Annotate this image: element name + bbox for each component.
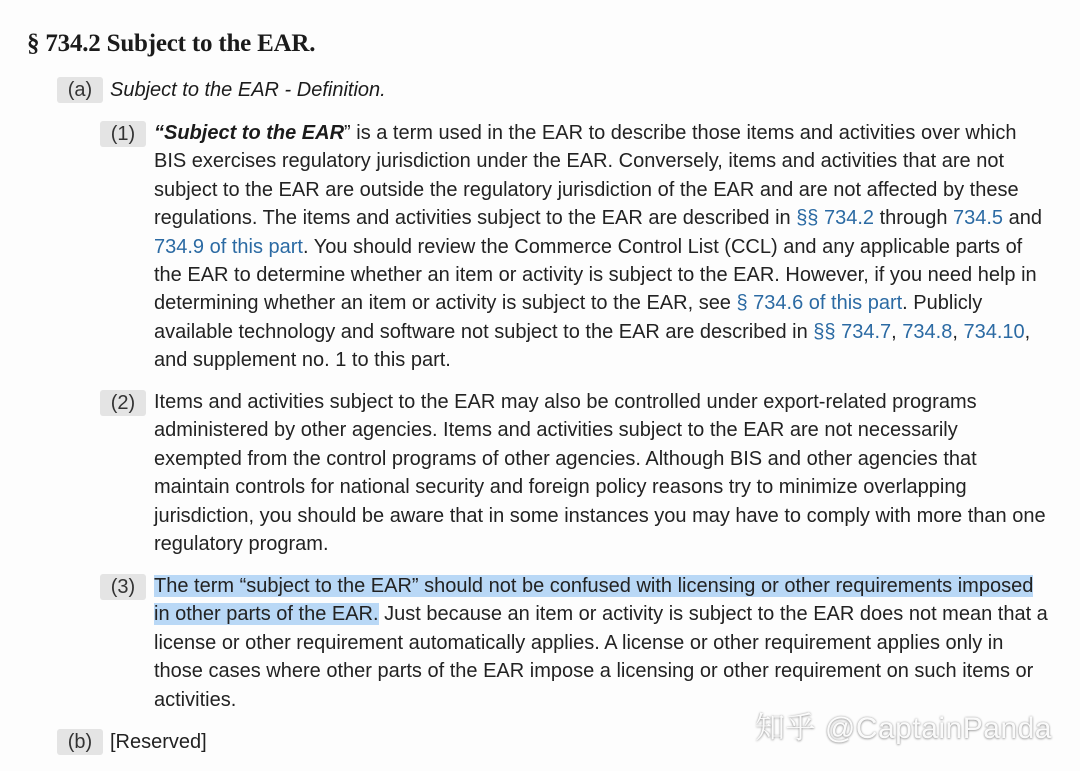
section-b xyxy=(57,729,207,755)
link-734-6[interactable]: § 734.6 of this part xyxy=(736,292,903,315)
link-734-5[interactable]: 734.5 xyxy=(953,207,1004,230)
watermark: 知乎 @CaptainPanda xyxy=(755,712,1052,745)
defined-term: “Subject to the EAR xyxy=(154,122,345,144)
text-segment: , xyxy=(891,320,903,343)
section-b-text: [Reserved] xyxy=(110,730,207,753)
section-a-heading: Subject to the EAR - Definition. xyxy=(110,78,386,101)
paragraph-2-body: Items and activities subject to the EAR may also be controlled under export-related programs administered by other agencies. Items and activities subject to the EAR are not necessarily exempted from the control programs of other agencies. Although BIS and other agencies that maintain controls for national security and foreign policy reasons try to minimize overlapping jurisdiction, you should be aware that in some instances you may have to comply with more than one regulatory program. xyxy=(154,391,1046,556)
section-b-marker: (b) xyxy=(57,729,103,755)
paragraph-1-body xyxy=(154,119,1050,375)
text-segment: . Publicly available technology and software not subject to the EAR are described in xyxy=(154,292,983,343)
text-segment: , and supplement no. 1 to this part. xyxy=(154,320,1031,372)
link-734-2[interactable]: §§ 734.2 xyxy=(796,207,875,230)
section-a-marker: (a) xyxy=(57,77,103,103)
highlighted-text[interactable]: The term “subject to the EAR” should not be confused with licensing or other requirements imposed in other parts of the EAR. xyxy=(154,575,1034,626)
text-segment: through xyxy=(874,207,953,230)
section-a xyxy=(57,77,386,103)
text-segment: Just because an item or activity is subject to the EAR does not mean that a license or other requirement automatically applies. A license or other requirement applies only in those cases where other parts of the EAR impose a licensing or other requirement on such items or activities. xyxy=(154,603,1048,711)
page-title: § 734.2 Subject to the EAR. xyxy=(27,30,316,57)
link-734-9[interactable]: 734.9 of this part xyxy=(154,235,303,258)
paragraph-1-marker: (1) xyxy=(100,121,146,147)
paragraph-2 xyxy=(100,388,1050,558)
text-segment: is a term used in the EAR to describe those items and activities over which BIS exercises regulatory jurisdiction under the EAR. Conversely, items and activities that are not subject to the EAR are outside the regulatory jurisdiction of the EAR and are not affected by these regulations. The items and activities subject to the EAR are described in xyxy=(154,122,1019,230)
link-734-10[interactable]: 734.10 xyxy=(963,320,1025,343)
defined-term-close-quote: ” xyxy=(344,122,351,144)
paragraph-2-marker: (2) xyxy=(100,390,146,416)
link-734-7[interactable]: §§ 734.7 xyxy=(813,320,892,343)
paragraph-3-marker: (3) xyxy=(100,574,146,600)
link-734-8[interactable]: 734.8 xyxy=(902,320,953,343)
paragraph-3 xyxy=(100,572,1050,714)
paragraph-3-body xyxy=(154,572,1050,714)
paragraph-1 xyxy=(100,119,1050,375)
text-segment: . You should review the Commerce Control List (CCL) and any applicable parts of the EAR to determine whether an item or activity is subject to the EAR. However, if you need help in determining whether an item or activity is subject to the EAR, see xyxy=(154,235,1037,315)
text-segment: and xyxy=(1003,207,1042,230)
text-segment: , xyxy=(952,320,964,343)
